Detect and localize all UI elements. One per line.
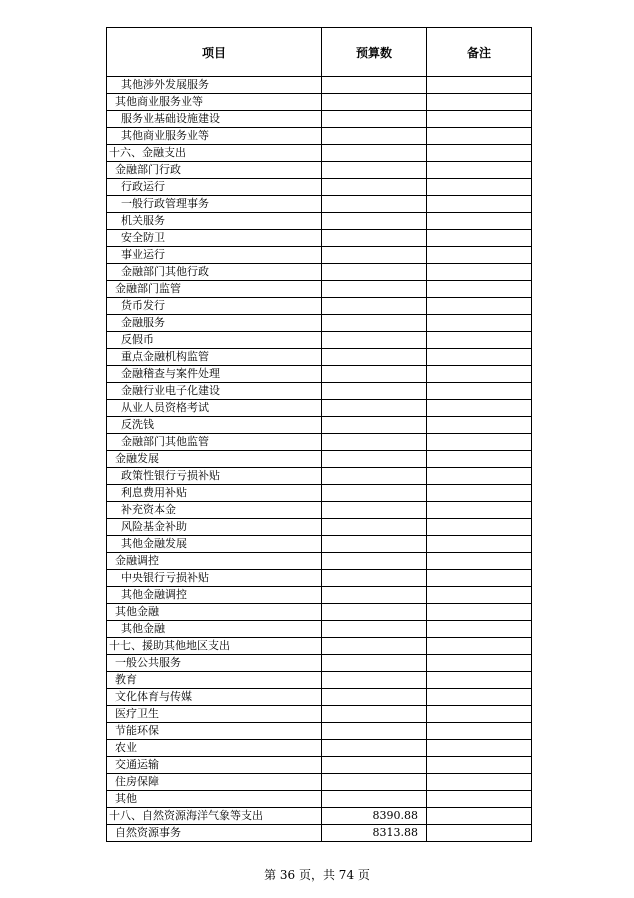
row-budget <box>322 536 427 553</box>
row-budget <box>322 519 427 536</box>
table-row <box>107 281 532 298</box>
row-item: 金融行业电子化建设 <box>107 383 322 400</box>
row-budget <box>322 451 427 468</box>
table-row <box>107 587 532 604</box>
table-row <box>107 672 532 689</box>
row-item: 利息费用补贴 <box>107 485 322 502</box>
table-row <box>107 417 532 434</box>
row-item: 政策性银行亏损补贴 <box>107 468 322 485</box>
table-body <box>107 77 532 842</box>
row-item: 其他商业服务业等 <box>107 94 322 111</box>
row-note <box>427 383 532 400</box>
row-item: 医疗卫生 <box>107 706 322 723</box>
row-note <box>427 145 532 162</box>
row-note <box>427 179 532 196</box>
table-row <box>107 349 532 366</box>
row-item: 补充资本金 <box>107 502 322 519</box>
row-budget <box>322 587 427 604</box>
table-row <box>107 128 532 145</box>
row-note <box>427 77 532 94</box>
table-row <box>107 536 532 553</box>
header-note: 备注 <box>427 28 532 77</box>
table-row <box>107 638 532 655</box>
row-item: 节能环保 <box>107 723 322 740</box>
row-budget <box>322 196 427 213</box>
row-note <box>427 723 532 740</box>
row-budget <box>322 774 427 791</box>
row-item: 其他商业服务业等 <box>107 128 322 145</box>
row-budget <box>322 706 427 723</box>
row-item: 中央银行亏损补贴 <box>107 570 322 587</box>
table-row <box>107 791 532 808</box>
row-budget <box>322 77 427 94</box>
table-row <box>107 689 532 706</box>
row-item: 机关服务 <box>107 213 322 230</box>
row-note <box>427 332 532 349</box>
row-budget <box>322 111 427 128</box>
row-item: 十七、援助其他地区支出 <box>107 638 322 655</box>
row-budget <box>322 417 427 434</box>
row-budget <box>322 383 427 400</box>
row-item: 交通运输 <box>107 757 322 774</box>
row-note <box>427 706 532 723</box>
row-budget <box>322 434 427 451</box>
row-item: 其他金融 <box>107 604 322 621</box>
row-item: 教育 <box>107 672 322 689</box>
row-note <box>427 281 532 298</box>
row-budget <box>322 230 427 247</box>
row-item: 其他金融 <box>107 621 322 638</box>
row-note <box>427 621 532 638</box>
row-note <box>427 587 532 604</box>
row-note <box>427 774 532 791</box>
row-note <box>427 213 532 230</box>
row-item: 自然资源事务 <box>107 825 322 842</box>
row-item: 金融部门行政 <box>107 162 322 179</box>
table-row <box>107 77 532 94</box>
row-item: 其他金融发展 <box>107 536 322 553</box>
row-budget <box>322 791 427 808</box>
row-note <box>427 604 532 621</box>
table-row <box>107 706 532 723</box>
row-item: 其他涉外发展服务 <box>107 77 322 94</box>
row-budget: 8313.88 <box>322 825 427 842</box>
header-budget: 预算数 <box>322 28 427 77</box>
row-item: 金融发展 <box>107 451 322 468</box>
row-budget <box>322 179 427 196</box>
row-item: 反洗钱 <box>107 417 322 434</box>
row-budget <box>322 689 427 706</box>
row-item: 事业运行 <box>107 247 322 264</box>
row-budget <box>322 553 427 570</box>
row-budget <box>322 502 427 519</box>
row-note <box>427 536 532 553</box>
table-row <box>107 502 532 519</box>
row-note <box>427 230 532 247</box>
table-row <box>107 519 532 536</box>
row-item: 农业 <box>107 740 322 757</box>
row-budget <box>322 400 427 417</box>
row-note <box>427 485 532 502</box>
row-budget <box>322 740 427 757</box>
row-note <box>427 791 532 808</box>
row-note <box>427 400 532 417</box>
row-item: 服务业基础设施建设 <box>107 111 322 128</box>
row-note <box>427 638 532 655</box>
table-row <box>107 757 532 774</box>
row-budget <box>322 621 427 638</box>
row-note <box>427 468 532 485</box>
row-note <box>427 825 532 842</box>
row-budget <box>322 604 427 621</box>
row-budget <box>322 332 427 349</box>
table-row <box>107 553 532 570</box>
row-note <box>427 417 532 434</box>
table-row <box>107 451 532 468</box>
row-item: 文化体育与传媒 <box>107 689 322 706</box>
row-budget <box>322 349 427 366</box>
row-note <box>427 298 532 315</box>
row-item: 金融部门其他行政 <box>107 264 322 281</box>
row-note <box>427 196 532 213</box>
table-row <box>107 485 532 502</box>
row-note <box>427 315 532 332</box>
row-note <box>427 434 532 451</box>
table-row <box>107 774 532 791</box>
table-row <box>107 434 532 451</box>
row-budget: 8390.88 <box>322 808 427 825</box>
table-row <box>107 383 532 400</box>
row-note <box>427 451 532 468</box>
row-note <box>427 111 532 128</box>
row-budget <box>322 264 427 281</box>
row-note <box>427 349 532 366</box>
row-note <box>427 672 532 689</box>
table-row <box>107 264 532 281</box>
budget-table <box>106 27 532 842</box>
row-budget <box>322 723 427 740</box>
row-note <box>427 570 532 587</box>
row-budget <box>322 485 427 502</box>
row-item: 风险基金补助 <box>107 519 322 536</box>
row-budget <box>322 655 427 672</box>
table-row <box>107 315 532 332</box>
row-note <box>427 655 532 672</box>
row-note <box>427 740 532 757</box>
table-row <box>107 723 532 740</box>
table-row <box>107 213 532 230</box>
table-row <box>107 740 532 757</box>
row-item: 货币发行 <box>107 298 322 315</box>
table-row <box>107 298 532 315</box>
row-item: 金融部门监管 <box>107 281 322 298</box>
table-row <box>107 179 532 196</box>
row-item: 金融调控 <box>107 553 322 570</box>
row-item: 从业人员资格考试 <box>107 400 322 417</box>
table-row <box>107 196 532 213</box>
row-budget <box>322 213 427 230</box>
row-item: 反假币 <box>107 332 322 349</box>
row-budget <box>322 468 427 485</box>
row-budget <box>322 247 427 264</box>
row-item: 金融部门其他监管 <box>107 434 322 451</box>
row-budget <box>322 298 427 315</box>
row-note <box>427 689 532 706</box>
table-row <box>107 570 532 587</box>
row-item: 其他 <box>107 791 322 808</box>
header-item: 项目 <box>107 28 322 77</box>
row-budget <box>322 281 427 298</box>
row-item: 一般公共服务 <box>107 655 322 672</box>
table-row <box>107 825 532 842</box>
table-row <box>107 230 532 247</box>
row-note <box>427 264 532 281</box>
row-note <box>427 94 532 111</box>
table-row <box>107 400 532 417</box>
table-row <box>107 332 532 349</box>
row-note <box>427 247 532 264</box>
row-item: 其他金融调控 <box>107 587 322 604</box>
table-row <box>107 94 532 111</box>
row-item: 十八、自然资源海洋气象等支出 <box>107 808 322 825</box>
row-item: 住房保障 <box>107 774 322 791</box>
row-note <box>427 502 532 519</box>
row-note <box>427 162 532 179</box>
row-item: 一般行政管理事务 <box>107 196 322 213</box>
table-row <box>107 808 532 825</box>
table-row <box>107 145 532 162</box>
table-row <box>107 247 532 264</box>
row-budget <box>322 757 427 774</box>
row-budget <box>322 94 427 111</box>
row-note <box>427 366 532 383</box>
row-note <box>427 519 532 536</box>
table-row <box>107 655 532 672</box>
row-budget <box>322 366 427 383</box>
row-item: 十六、金融支出 <box>107 145 322 162</box>
row-budget <box>322 570 427 587</box>
table-row <box>107 604 532 621</box>
table-row <box>107 366 532 383</box>
page-footer: 第 36 页，共 74 页 <box>264 868 370 882</box>
table-row <box>107 468 532 485</box>
row-note <box>427 128 532 145</box>
table-row <box>107 621 532 638</box>
row-budget <box>322 638 427 655</box>
row-item: 金融服务 <box>107 315 322 332</box>
row-budget <box>322 672 427 689</box>
table-row <box>107 162 532 179</box>
row-budget <box>322 315 427 332</box>
header-row <box>107 28 532 77</box>
row-note <box>427 757 532 774</box>
table-row <box>107 111 532 128</box>
row-budget <box>322 145 427 162</box>
row-note <box>427 808 532 825</box>
row-item: 重点金融机构监管 <box>107 349 322 366</box>
row-item: 行政运行 <box>107 179 322 196</box>
row-budget <box>322 128 427 145</box>
row-item: 金融稽查与案件处理 <box>107 366 322 383</box>
row-note <box>427 553 532 570</box>
row-budget <box>322 162 427 179</box>
row-item: 安全防卫 <box>107 230 322 247</box>
